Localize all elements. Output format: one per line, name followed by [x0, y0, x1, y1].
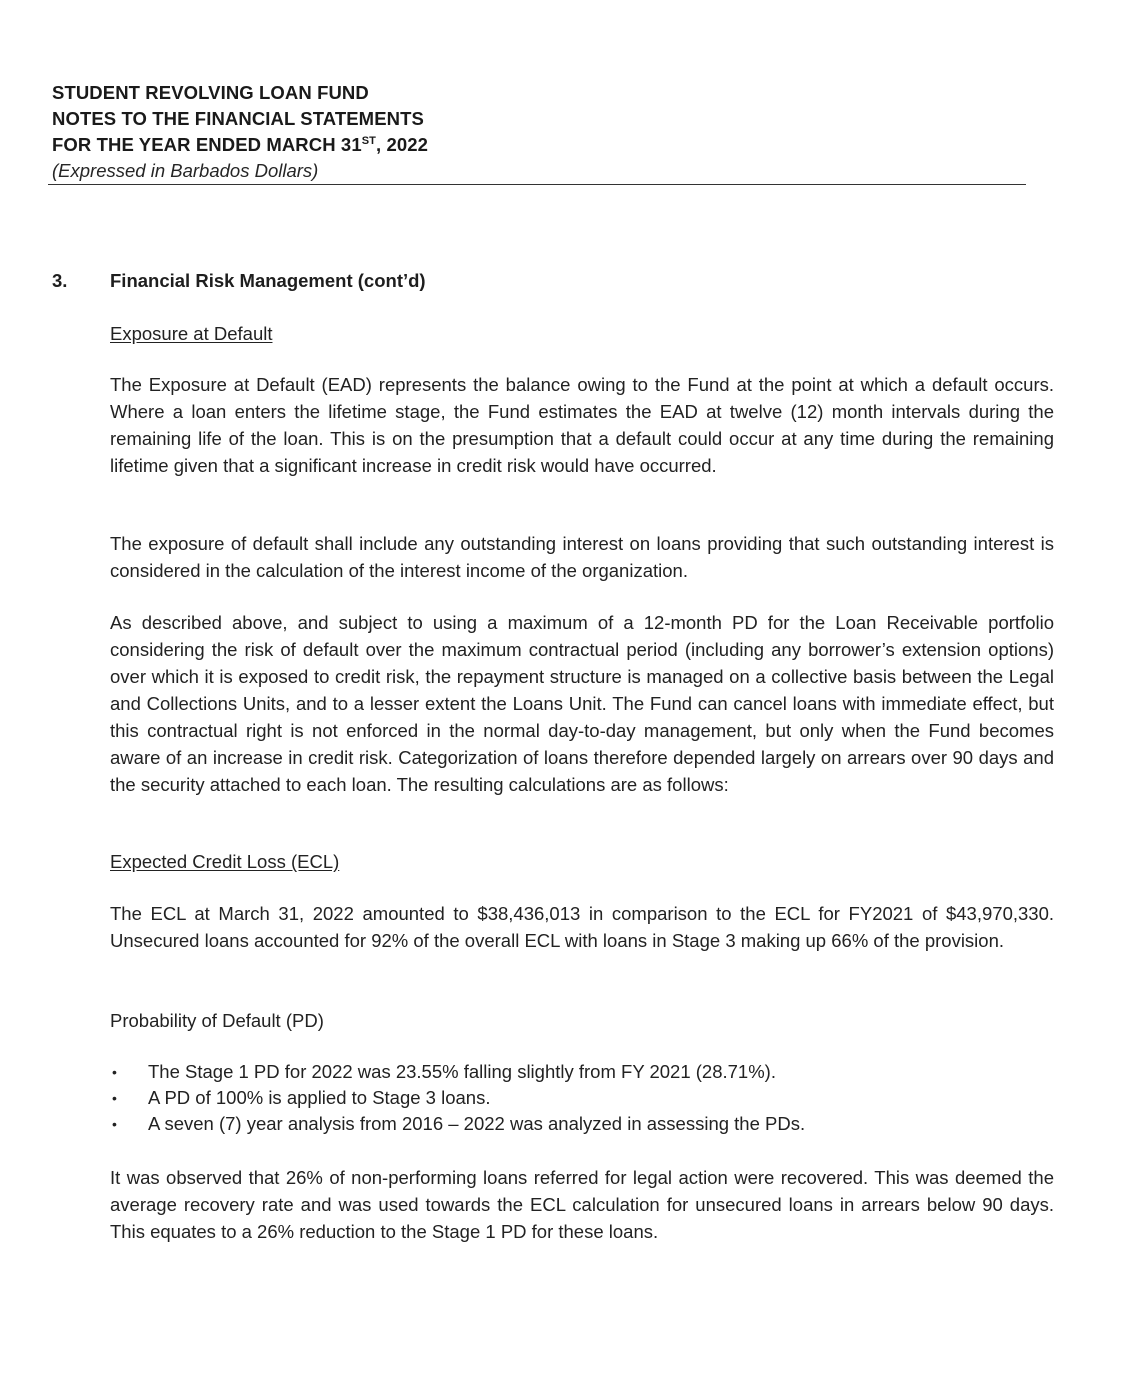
ead-heading-block	[110, 322, 1054, 346]
ead-paragraph-1: The Exposure at Default (EAD) represents the balance owing to the Fund at the point at which a default occurs. Where a loan enters the lifetime stage, the Fund estimates the EAD at twelve (12) month intervals during the remaining life of the loan. This is on the presumption that a default could occur at any time during the remaining lifetime given that a significant increase in credit risk would have occurred.	[110, 374, 1054, 476]
ecl-heading: Expected Credit Loss (ECL)	[110, 851, 340, 872]
year-ended-line	[52, 132, 1032, 158]
list-item	[110, 1085, 1054, 1111]
pd-bullet-text: The Stage 1 PD for 2022 was 23.55% falling slightly from FY 2021 (28.71%).	[148, 1061, 776, 1082]
pd-bullet-text: A PD of 100% is applied to Stage 3 loans.	[148, 1087, 491, 1108]
pd-closing-paragraph: It was observed that 26% of non-performing loans referred for legal action were recovered. This was deemed the average recovery rate and was used towards the ECL calculation for unsecured loans in arrears below 90 days. This equates to a 26% reduction to the Stage 1 PD for these loans.	[110, 1167, 1054, 1242]
ecl-paragraph-block	[110, 900, 1054, 954]
ead-paragraph-2: The exposure of default shall include any outstanding interest on loans providing that such outstanding interest is considered in the calculation of the interest income of the organization.	[110, 533, 1054, 581]
section-number: 3.	[52, 270, 68, 291]
ecl-heading-block	[110, 850, 1054, 874]
year-ended-text: FOR THE YEAR ENDED MARCH 31	[52, 134, 362, 155]
ead-paragraph-3: As described above, and subject to using a maximum of a 12-month PD for the Loan Receivable portfolio considering the risk of default over the maximum contractual period (including any borrower’s extension options) over which it is exposed to credit risk, the repayment structure is managed on a collective basis between the Legal and Collections Units, and to a lesser extent the Loans Unit. The Fund can cancel loans with immediate effect, but this contractual right is not enforced in the normal day-to-day management, but only when the Fund becomes aware of an increase in credit risk. Categorization of loans therefore depended largely on arrears over 90 days and the security attached to each loan. The resulting calculations are as follows:	[110, 612, 1054, 795]
list-item	[110, 1059, 1054, 1085]
currency-note: (Expressed in Barbados Dollars)	[52, 160, 319, 181]
bullet-icon: •	[112, 1116, 117, 1132]
ead-heading: Exposure at Default	[110, 323, 273, 344]
ead-paragraph-3-block	[110, 609, 1054, 798]
ecl-paragraph: The ECL at March 31, 2022 amounted to $38,436,013 in comparison to the ECL for FY2021 of $43,970,330. Unsecured loans accounted for 92% of the overall ECL with loans in Stage 3 making up 66% of the provision.	[110, 903, 1054, 951]
pd-heading-block	[110, 1009, 1054, 1033]
fund-name: STUDENT REVOLVING LOAN FUND	[52, 82, 369, 103]
section-title: Financial Risk Management (cont’d)	[110, 270, 426, 291]
ead-paragraph-2-block	[110, 530, 1054, 584]
pd-bullet-list	[110, 1059, 1054, 1137]
bullet-icon: •	[112, 1090, 117, 1106]
pd-bullet-text: A seven (7) year analysis from 2016 – 2022 was analyzed in assessing the PDs.	[148, 1113, 806, 1134]
bullet-icon: •	[112, 1064, 117, 1080]
ead-paragraph-1-block	[110, 371, 1054, 479]
document-header	[52, 80, 1032, 184]
section-heading	[52, 269, 426, 293]
pd-closing-block	[110, 1164, 1054, 1245]
year-text: , 2022	[375, 134, 429, 155]
ordinal-suffix: ST	[361, 135, 376, 147]
pd-bullets-block	[110, 1059, 1054, 1137]
header-divider	[48, 184, 1026, 185]
pd-heading: Probability of Default (PD)	[110, 1010, 324, 1031]
list-item	[110, 1111, 1054, 1137]
notes-title: NOTES TO THE FINANCIAL STATEMENTS	[52, 108, 424, 129]
